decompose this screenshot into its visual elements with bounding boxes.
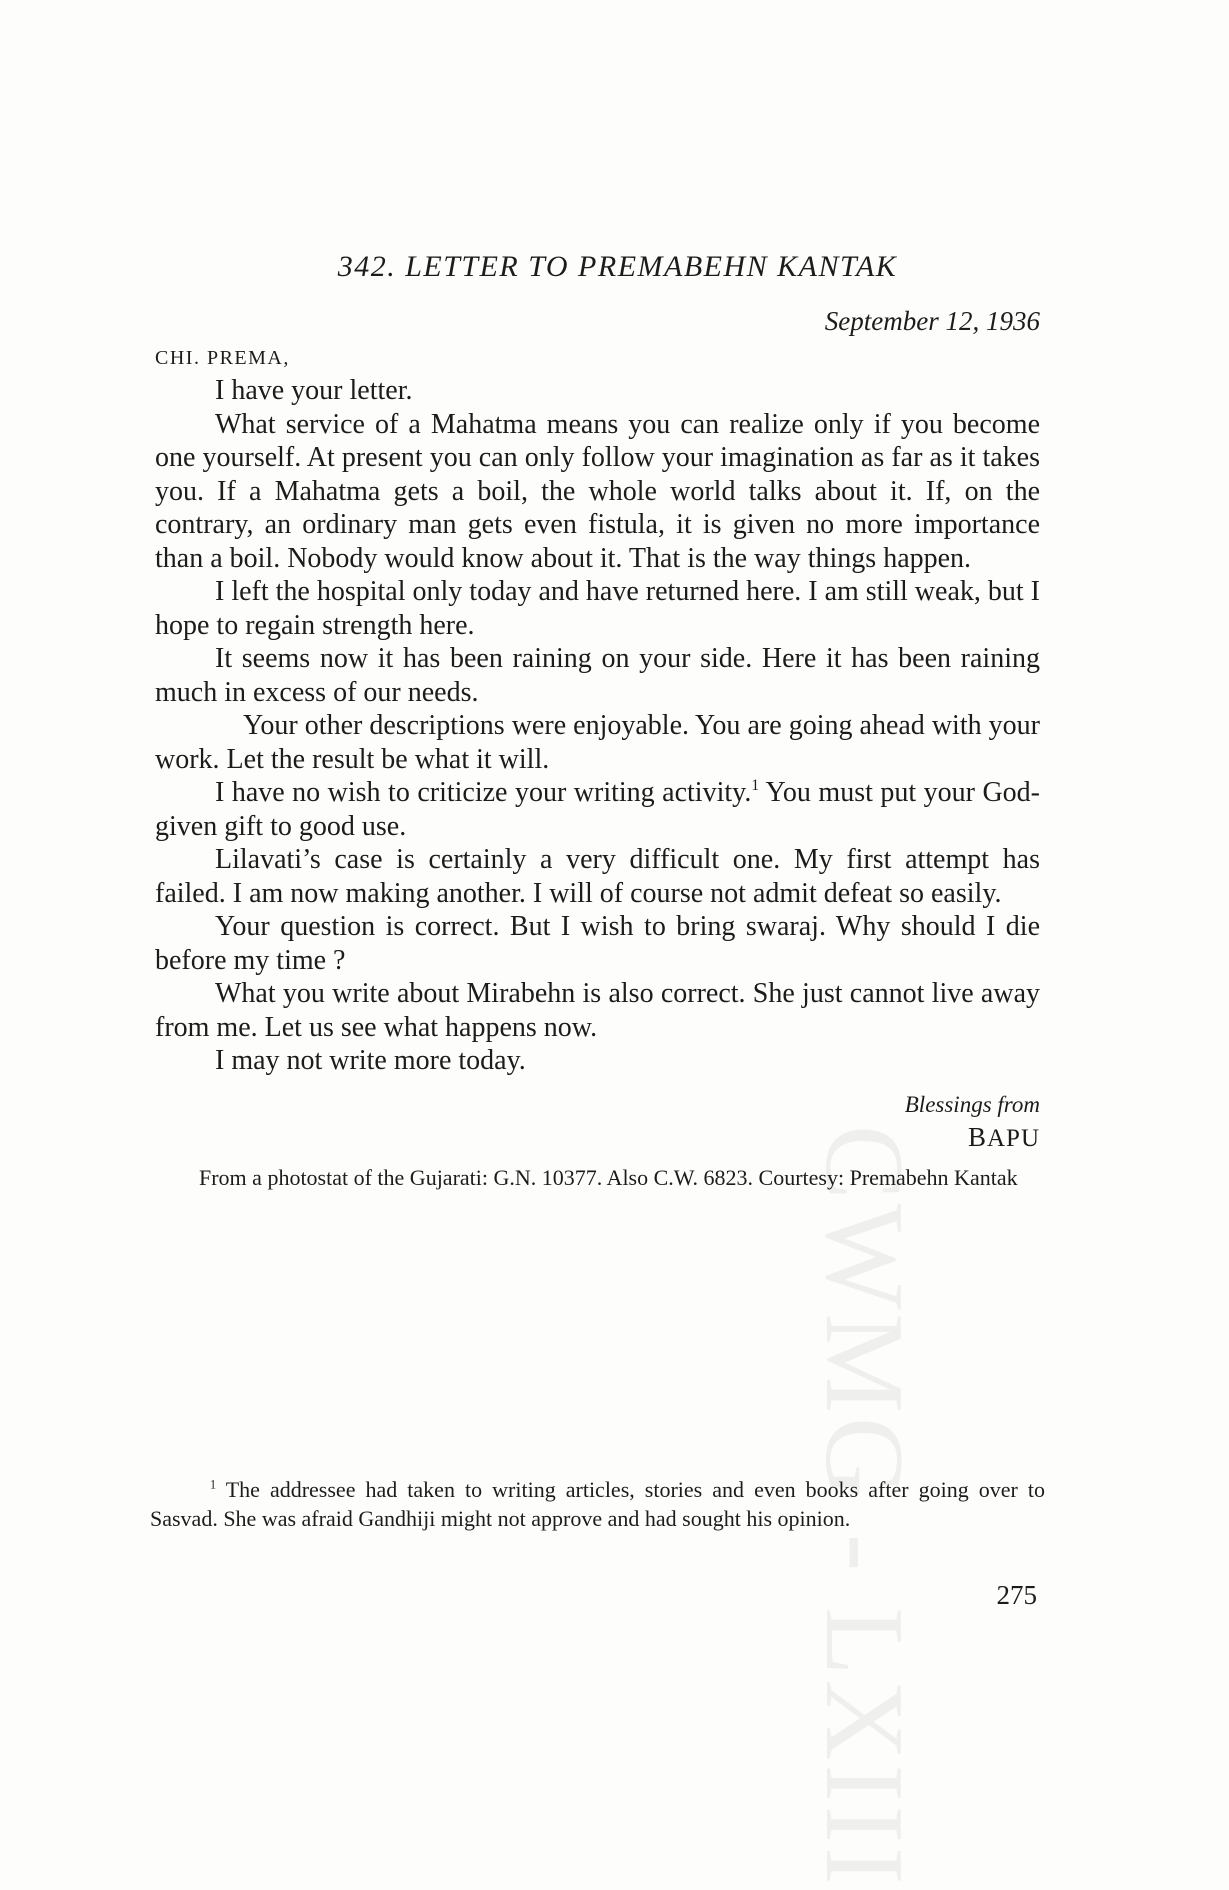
footnote-number: 1 bbox=[210, 1477, 217, 1492]
letter-date: September 12, 1936 bbox=[824, 306, 1040, 336]
paragraph: I may not write more today. bbox=[215, 1045, 526, 1076]
footnote-reference: 1 bbox=[751, 777, 760, 795]
footnote-text: The addressee had taken to writing articles, stories and even books after going over to Sasvad. She was afraid Gandhiji might not approve and had sought his opinion. bbox=[150, 1477, 1046, 1531]
paragraph-text-continued: You must bbox=[765, 777, 873, 808]
paragraph: It seems now it has been raining on your side. Here it has been raining much in excess of our needs. bbox=[155, 643, 1040, 708]
paragraph: I have your letter. bbox=[215, 375, 413, 406]
paragraph: Lilavati’s case is certainly a very difficult one. My first attempt has failed. I am now making another. I will of course not admit defeat so easily. bbox=[155, 844, 1040, 909]
letter-content bbox=[155, 250, 1040, 1196]
paragraph: Your other descriptions were enjoyable. You are going ahead with your work. Let the result be what it will. bbox=[155, 710, 1040, 775]
signature-initial: B bbox=[967, 1121, 987, 1152]
salutation: CHI. PREMA, bbox=[155, 347, 290, 369]
page-number: 275 bbox=[996, 1580, 1037, 1610]
footnote bbox=[150, 1475, 1045, 1533]
paragraph: What service of a Mahatma means you can realize only if you become one yourself. At present you can only follow your imagination as far as it takes you. If a Mahatma gets a boil, the whole world talks about it. If, on the contrary, an ordinary man gets even fistula, it is given no more importance than a boil. Nobody would know about it. That is the way things happen. bbox=[155, 408, 1040, 574]
paragraph: I left the hospital only today and have returned here. I am still weak, but I hope to regain strength here. bbox=[155, 576, 1040, 641]
paragraph: Your question is correct. But I wish to bring swaraj. Why should I die before my time ? bbox=[155, 911, 1040, 976]
signature-rest: APU bbox=[986, 1124, 1040, 1152]
paragraph-text: I have no wish to criticize your writing activity. bbox=[215, 777, 752, 808]
source-note: From a photostat of the Gujarati: G.N. 10377. Also C.W. 6823. Courtesy: Premabehn Kantak bbox=[199, 1164, 1018, 1190]
watermark: CWMG - LXIII bbox=[802, 1125, 926, 1889]
signature bbox=[155, 1120, 1040, 1156]
letter-body bbox=[155, 374, 1040, 1078]
paragraph-with-footnote bbox=[155, 776, 1040, 843]
letter-heading: 342. LETTER TO PREMABEHN KANTAK bbox=[337, 250, 898, 283]
closing: Blessings from bbox=[904, 1091, 1040, 1117]
paragraph-text-continued: put your God-given gift to good use. bbox=[155, 777, 1041, 842]
paragraph: What you write about Mirabehn is also correct. She just cannot live away from me. Let us see what happens now. bbox=[155, 978, 1040, 1043]
